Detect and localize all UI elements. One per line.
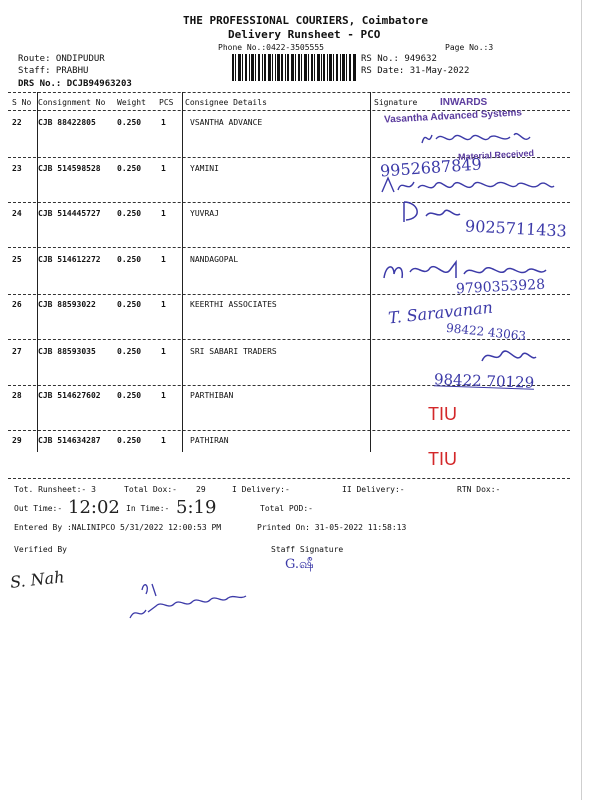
row-rule [8, 247, 570, 248]
row-sno: 22 [12, 118, 22, 127]
handwritten-phone-25: 9790353928 [455, 276, 546, 298]
mark-29: TIU [428, 449, 457, 469]
row-pcs: 1 [161, 436, 166, 445]
printed-on: Printed On: 31-05-2022 11:58:13 [257, 523, 407, 532]
i-delivery: I Delivery:- [232, 485, 290, 494]
route: Route: ONDIPUDUR [18, 54, 105, 64]
row-sno: 26 [12, 300, 22, 309]
row-sno: 25 [12, 255, 22, 264]
handwritten-phone-23: 9952687849 [379, 154, 483, 181]
row-consignee: VSANTHA ADVANCE [190, 118, 263, 127]
row-consignment: CJB 88593035 [38, 347, 96, 356]
row-pcs: 1 [161, 347, 166, 356]
company-title: THE PROFESSIONAL COURIERS, Coimbatore [183, 14, 429, 27]
row-pcs: 1 [161, 391, 166, 400]
mark-28: TIU [428, 404, 457, 424]
row-consignment: CJB 514634287 [38, 436, 101, 445]
row-rule [8, 202, 570, 203]
col-signature: Signature [374, 98, 418, 107]
row-pcs: 1 [161, 300, 166, 309]
col-consignee: Consignee Details [185, 98, 267, 107]
signature-27 [478, 343, 538, 367]
inwards-stamp: INWARDS [440, 97, 488, 108]
col-divider [182, 92, 183, 452]
row-weight: 0.250 [117, 164, 142, 173]
row-consignee: YAMINI [190, 164, 219, 173]
row-consignment: CJB 514598528 [38, 164, 101, 173]
tot-runsheet: Tot. Runsheet:- 3 [14, 485, 96, 494]
out-time-label: Out Time:- [14, 504, 63, 513]
rtn-dox: RTN Dox:- [457, 485, 501, 494]
col-sno: S No [12, 98, 32, 107]
total-pod: Total POD:- [260, 504, 313, 513]
col-consignment: Consignment No [38, 98, 106, 107]
handwritten-phone-24: 9025711433 [464, 216, 568, 241]
material-received-stamp: Material Received [457, 148, 535, 162]
signature-24 [398, 198, 468, 226]
rs-date: RS Date: 31-May-2022 [361, 66, 470, 76]
col-divider [370, 92, 371, 452]
ii-delivery: II Delivery:- [342, 485, 405, 494]
col-pcs: PCS [159, 98, 174, 107]
row-sno: 29 [12, 436, 22, 445]
row-consignee: PARTHIBAN [190, 391, 234, 400]
phone-number: Phone No.:0422-3505555 [218, 43, 324, 52]
row-weight: 0.250 [117, 391, 142, 400]
barcode [232, 54, 356, 81]
bottom-signature [122, 576, 252, 622]
out-time-value: 12:02 [68, 497, 120, 518]
row-weight: 0.250 [117, 118, 142, 127]
row-consignee: YUVRAJ [190, 209, 219, 218]
rs-number: RS No.: 949632 [361, 54, 437, 64]
entered-by: Entered By :NALINIPCO 5/31/2022 12:00:53 PM [14, 523, 222, 532]
row-weight: 0.250 [117, 209, 142, 218]
row-weight: 0.250 [117, 300, 142, 309]
row-sno: 27 [12, 347, 22, 356]
handwritten-phone-27: 98422 70129 [433, 370, 535, 392]
row-weight: 0.250 [117, 347, 142, 356]
verified-by-label: Verified By [14, 545, 67, 554]
row-consignee: PATHIRAN [190, 436, 229, 445]
table-bottom-rule [8, 478, 570, 479]
row-pcs: 1 [161, 209, 166, 218]
row-consignment: CJB 88593022 [38, 300, 96, 309]
signature-23 [378, 174, 558, 198]
row-consignment: CJB 514445727 [38, 209, 101, 218]
table-top-rule [8, 92, 570, 93]
row-sno: 23 [12, 164, 22, 173]
row-consignee: KEERTHI ASSOCIATES [190, 300, 277, 309]
row-sno: 24 [12, 209, 22, 218]
total-dox-value: 29 [196, 485, 206, 494]
row-weight: 0.250 [117, 436, 142, 445]
row-rule [8, 339, 570, 340]
row-weight: 0.250 [117, 255, 142, 264]
row-pcs: 1 [161, 164, 166, 173]
row-consignee: SRI SABARI TRADERS [190, 347, 277, 356]
staff-name: Staff: PRABHU [18, 66, 89, 76]
handwritten-phone-26: 98422 43063 [445, 320, 527, 344]
in-time-label: In Time:- [126, 504, 170, 513]
row-rule [8, 430, 570, 431]
staff-signature-label: Staff Signature [271, 545, 344, 554]
row-sno: 28 [12, 391, 22, 400]
row-pcs: 1 [161, 118, 166, 127]
in-time-value: 5:19 [176, 497, 217, 518]
verified-signature: S. Nah [9, 567, 66, 592]
company-stamp: Vasantha Advanced Systems [383, 107, 523, 126]
col-weight: Weight [117, 98, 146, 107]
staff-signature: G.ஷீ [285, 557, 314, 572]
row-pcs: 1 [161, 255, 166, 264]
row-consignee: NANDAGOPAL [190, 255, 239, 264]
page-number: Page No.:3 [445, 43, 494, 52]
document-title: Delivery Runsheet - PCO [228, 28, 381, 41]
row-consignment: CJB 514627602 [38, 391, 101, 400]
row-consignment: CJB 514612272 [38, 255, 101, 264]
handwritten-name-26: T. Saravanan [387, 297, 494, 328]
page-edge-line [581, 0, 582, 800]
row-consignment: CJB 88422805 [38, 118, 96, 127]
drs-number: DRS No.: DCJB94963203 [18, 79, 132, 89]
total-dox-label: Total Dox:- [124, 485, 177, 494]
